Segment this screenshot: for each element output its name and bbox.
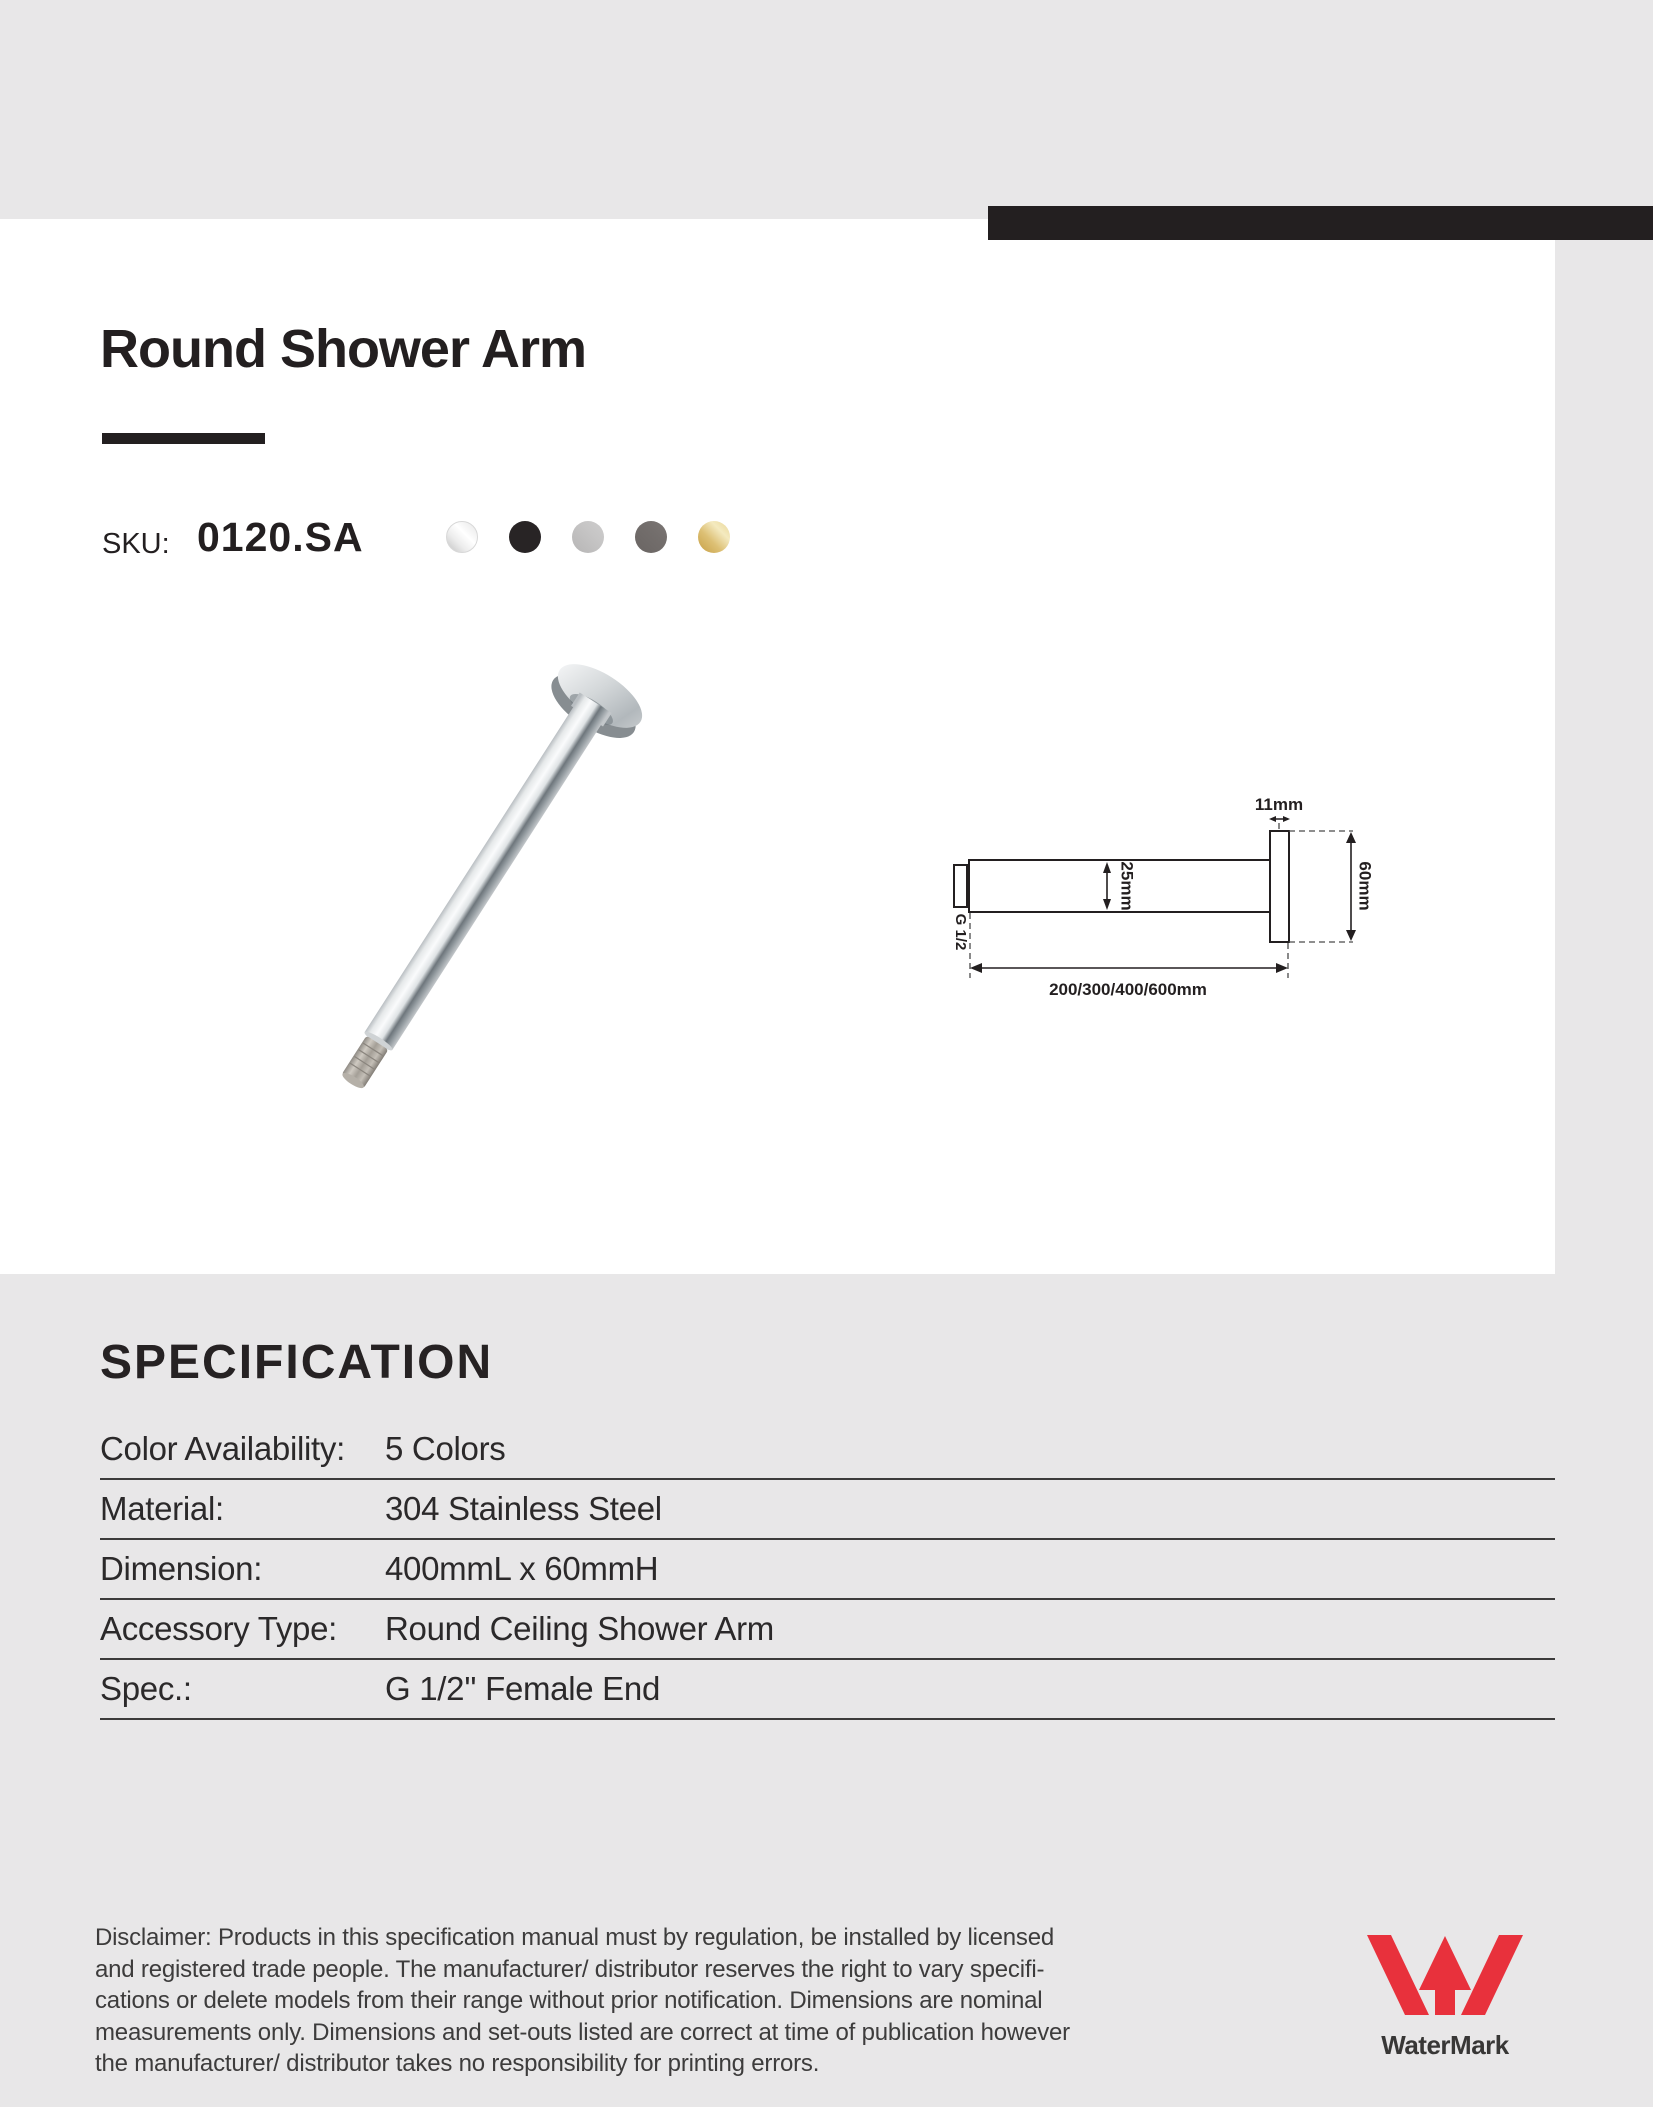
watermark-certification-logo xyxy=(1355,1930,1535,2061)
drawing-thread-end xyxy=(954,865,967,907)
table-row xyxy=(100,1600,1555,1660)
color-swatch-chrome xyxy=(446,521,478,553)
dim-label-60mm: 60mm xyxy=(1355,861,1375,911)
table-row xyxy=(100,1480,1555,1540)
specification-table xyxy=(100,1420,1555,1720)
table-row xyxy=(100,1420,1555,1480)
disclaimer-text xyxy=(95,1922,1070,2080)
disclaimer-line: the manufacturer/ distributor takes no responsibility for printing errors. xyxy=(95,2050,820,2077)
spec-row-value: 5 Colors xyxy=(385,1430,506,1467)
color-swatch-brushed-gold xyxy=(698,521,730,553)
dim-label-thread: G 1/2 xyxy=(952,913,970,951)
product-photo-shower-arm xyxy=(250,620,670,1120)
spec-row-label: Color Availability: xyxy=(100,1430,345,1467)
watermark-logo-label: WaterMark xyxy=(1381,2030,1509,2060)
dim-label-25mm: 25mm xyxy=(1117,861,1137,911)
sku-label: SKU: xyxy=(102,528,170,560)
spec-row-value: 304 Stainless Steel xyxy=(385,1490,662,1527)
disclaimer-line: measurements only. Dimensions and set-outs listed are correct at time of publication however xyxy=(95,2018,1070,2046)
spec-row-value: Round Ceiling Shower Arm xyxy=(385,1610,774,1647)
spec-row-value: G 1/2'' Female End xyxy=(385,1670,661,1707)
title-underline xyxy=(102,433,265,444)
disclaimer-line: Disclaimer: Products in this specification manual must by regulation, be installed by licensed xyxy=(95,1924,1055,1951)
watermark-w-arrow-icon xyxy=(1365,1930,1525,2022)
shower-arm-render xyxy=(311,652,653,1110)
color-swatch-matte-black xyxy=(509,521,541,553)
dim-label-11mm: 11mm xyxy=(1254,795,1304,814)
sku-value: 0120.SA xyxy=(197,514,364,560)
specification-heading: SPECIFICATION xyxy=(100,1336,494,1389)
page-title: Round Shower Arm xyxy=(100,319,587,379)
spec-row-label: Dimension: xyxy=(100,1550,263,1587)
color-swatch-gunmetal xyxy=(635,521,667,553)
spec-row-value: 400mmL x 60mmH xyxy=(385,1550,659,1587)
dim-label-lengths: 200/300/400/600mm xyxy=(1049,980,1207,999)
color-swatch-row xyxy=(446,521,730,553)
spec-row-label: Spec.: xyxy=(100,1670,192,1707)
drawing-flange xyxy=(1270,831,1289,942)
technical-drawing xyxy=(940,780,1385,1010)
spec-row-label: Accessory Type: xyxy=(100,1610,337,1647)
color-swatch-brushed-nickel xyxy=(572,521,604,553)
disclaimer-line: and registered trade people. The manufacturer/ distributor reserves the right to vary specifi- xyxy=(95,1955,1045,1983)
header-accent-bar xyxy=(988,206,1653,240)
table-row xyxy=(100,1540,1555,1600)
table-row xyxy=(100,1660,1555,1720)
spec-row-label: Material: xyxy=(100,1490,224,1527)
disclaimer-line: cations or delete models from their range without prior notification. Dimensions are nominal xyxy=(95,1987,1043,2014)
